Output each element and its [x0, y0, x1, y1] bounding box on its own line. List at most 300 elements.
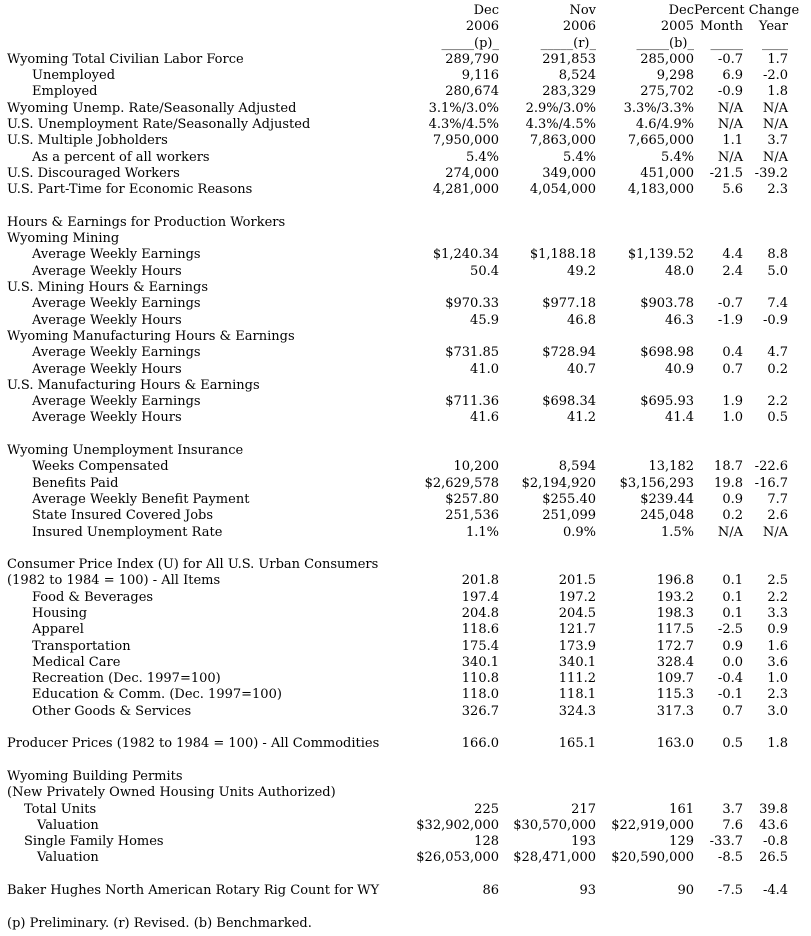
- dec-2006-value: [399, 785, 499, 801]
- dec-2006-value: $711.36: [445, 394, 499, 410]
- table-row: [7, 378, 788, 394]
- spacer-row: [7, 720, 788, 736]
- row-label: Apparel: [32, 622, 84, 638]
- nov-2006-value: 251,099: [542, 508, 596, 524]
- pct-change-month: -7.5: [717, 883, 743, 899]
- nov-2006-value: $1,188.18: [529, 247, 596, 263]
- spacer-cell: [7, 720, 788, 736]
- dec-2006-value: $1,240.34: [432, 247, 499, 263]
- pct-change-month: [694, 916, 743, 932]
- table-row: [7, 508, 788, 524]
- table-row: [7, 573, 788, 589]
- economic-indicators-table: [7, 3, 800, 932]
- dec-2005-value: 161: [669, 801, 694, 817]
- dec-2005-value: 198.3: [656, 605, 694, 621]
- table-row: [7, 362, 788, 378]
- nov-2006-value: 197.2: [558, 589, 596, 605]
- dec-2006-value: 1.1%: [465, 524, 499, 540]
- table-row: [7, 231, 788, 247]
- row-label: Average Weekly Hours: [32, 410, 182, 426]
- dec-2005-value: $22,919,000: [611, 817, 694, 833]
- pct-change-month: 6.9: [722, 68, 743, 84]
- nov-2006-value: $255.40: [542, 491, 596, 507]
- pct-change-year: N/A: [762, 149, 789, 165]
- pct-change-month: [694, 215, 743, 231]
- nov-2006-value: 217: [571, 801, 596, 817]
- row-label: Average Weekly Earnings: [32, 394, 201, 410]
- dec-2006-value: 41.0: [470, 361, 499, 377]
- spacer-cell: [7, 899, 788, 915]
- pct-change-month: 19.8: [714, 475, 743, 491]
- nov-2006-value: 173.9: [558, 638, 596, 654]
- nov-2006-value: 0.9%: [562, 524, 596, 540]
- table-body: [7, 52, 788, 932]
- header-spacer: [7, 3, 399, 19]
- row-label: Producer Prices (1982 to 1984 = 100) - All Commodities: [7, 736, 380, 752]
- dec-2006-value: 110.8: [461, 671, 499, 687]
- table-row: [7, 117, 788, 133]
- row-label: Average Weekly Hours: [32, 263, 182, 279]
- dec-2006-value: 225: [474, 801, 499, 817]
- row-label: Valuation: [37, 850, 99, 866]
- pct-change-year: N/A: [762, 524, 789, 540]
- row-label: Transportation: [32, 638, 131, 654]
- pct-change-month: 0.0: [722, 654, 743, 670]
- pct-change-month: 0.1: [722, 605, 743, 621]
- nov-2006-value: $2,194,920: [521, 475, 596, 491]
- dec-2005-value: $698.98: [640, 345, 694, 361]
- pct-change-month: [694, 329, 743, 345]
- table-row: [7, 345, 788, 361]
- col-header-dec-2006-year: 2006: [465, 19, 499, 35]
- row-label: U.S. Discouraged Workers: [7, 165, 180, 181]
- dec-2006-value: 201.8: [461, 573, 499, 589]
- table-row: [7, 818, 788, 834]
- dec-2005-value: 9,298: [656, 68, 694, 84]
- nov-2006-value: 324.3: [558, 703, 596, 719]
- rule-month: _____: [710, 35, 743, 51]
- col-header-month: Month: [699, 19, 743, 35]
- table-row: [7, 394, 788, 410]
- dec-2005-value: 163.0: [656, 736, 694, 752]
- footnote-row: [7, 916, 788, 932]
- pct-change-month: [694, 769, 743, 785]
- row-label: Single Family Homes: [24, 834, 164, 850]
- dec-2006-value: 197.4: [461, 589, 499, 605]
- pct-change-year: 1.8: [767, 736, 789, 752]
- dec-2005-value: $3,156,293: [619, 475, 694, 491]
- col-header-dec-2005-month: Dec: [668, 3, 694, 18]
- rule-preliminary: _____(p)_: [441, 35, 499, 51]
- nov-2006-value: 165.1: [558, 736, 596, 752]
- row-label: Medical Care: [32, 654, 121, 670]
- table-row: [7, 622, 788, 638]
- table-row: [7, 704, 788, 720]
- row-label: Education & Comm. (Dec. 1997=100): [32, 687, 282, 703]
- row-label: Average Weekly Hours: [32, 312, 182, 328]
- nov-2006-value: [499, 378, 596, 394]
- pct-change-year: [743, 378, 788, 394]
- dec-2006-value: $257.80: [445, 491, 499, 507]
- pct-change-year: [743, 443, 788, 459]
- pct-change-year: 26.5: [759, 850, 789, 866]
- dec-2005-value: [596, 443, 694, 459]
- row-label: (New Privately Owned Housing Units Authorized): [7, 785, 336, 801]
- spacer-cell: [7, 867, 788, 883]
- row-label: Average Weekly Hours: [32, 361, 182, 377]
- pct-change-month: [694, 557, 743, 573]
- pct-change-year: N/A: [762, 117, 789, 133]
- pct-change-month: 1.9: [722, 394, 743, 410]
- table-row: [7, 557, 788, 573]
- table-row: [7, 52, 788, 68]
- dec-2006-value: 175.4: [461, 638, 499, 654]
- row-label: Baker Hughes North American Rotary Rig Count for WY: [7, 883, 380, 899]
- table-row: [7, 769, 788, 785]
- pct-change-year: -0.9: [762, 312, 789, 328]
- dec-2006-value: 7,950,000: [432, 133, 499, 149]
- pct-change-year: 39.8: [759, 801, 789, 817]
- row-label: Insured Unemployment Rate: [32, 524, 223, 540]
- nov-2006-value: 204.5: [558, 605, 596, 621]
- pct-change-month: N/A: [717, 149, 743, 165]
- pct-change-year: 1.0: [767, 671, 789, 687]
- row-label: U.S. Mining Hours & Earnings: [7, 280, 209, 296]
- dec-2006-value: 326.7: [461, 703, 499, 719]
- nov-2006-value: 49.2: [567, 263, 596, 279]
- dec-2005-value: $903.78: [640, 296, 694, 312]
- dec-2005-value: [596, 785, 694, 801]
- nov-2006-value: [499, 769, 596, 785]
- table-row: [7, 215, 788, 231]
- pct-change-month: 5.6: [722, 182, 743, 198]
- dec-2006-value: 166.0: [461, 736, 499, 752]
- header-row-1: [7, 3, 788, 19]
- dec-2006-value: 3.1%/3.0%: [428, 100, 499, 116]
- dec-2005-value: 109.7: [656, 671, 694, 687]
- nov-2006-value: 40.7: [567, 361, 596, 377]
- row-label: Wyoming Unemp. Rate/Seasonally Adjusted: [7, 100, 297, 116]
- pct-change-year: N/A: [762, 100, 789, 116]
- dec-2006-value: 289,790: [445, 51, 499, 67]
- dec-2006-value: [399, 557, 499, 573]
- dec-2005-value: 117.5: [656, 622, 694, 638]
- row-label: Wyoming Total Civilian Labor Force: [7, 51, 244, 67]
- pct-change-year: 7.4: [767, 296, 789, 312]
- dec-2006-value: 204.8: [461, 605, 499, 621]
- dec-2005-value: 275,702: [640, 84, 694, 100]
- table-row: [7, 525, 788, 541]
- pct-change-year: 0.9: [767, 622, 789, 638]
- table-row: [7, 101, 788, 117]
- nov-2006-value: 93: [579, 883, 596, 899]
- dec-2005-value: 46.3: [665, 312, 694, 328]
- pct-change-month: -21.5: [709, 165, 743, 181]
- pct-change-month: -0.7: [717, 51, 743, 67]
- pct-change-year: 2.2: [767, 394, 789, 410]
- spacer-cell: [7, 753, 788, 769]
- row-label: U.S. Manufacturing Hours & Earnings: [7, 377, 260, 393]
- header-spacer: [7, 36, 399, 52]
- table-row: [7, 247, 788, 263]
- nov-2006-value: [499, 329, 596, 345]
- row-label: U.S. Part-Time for Economic Reasons: [7, 182, 253, 198]
- pct-change-year: -2.0: [762, 68, 789, 84]
- nov-2006-value: 5.4%: [562, 149, 596, 165]
- nov-2006-value: $977.18: [542, 296, 596, 312]
- rule-year: ____: [762, 35, 789, 51]
- table-row: [7, 410, 788, 426]
- nov-2006-value: $728.94: [542, 345, 596, 361]
- col-header-dec-2006-month: Dec: [473, 3, 499, 18]
- dec-2005-value: 4,183,000: [627, 182, 694, 198]
- nov-2006-value: [499, 785, 596, 801]
- dec-2005-value: 48.0: [665, 263, 694, 279]
- dec-2006-value: 9,116: [461, 68, 499, 84]
- row-label: Average Weekly Benefit Payment: [32, 491, 250, 507]
- pct-change-year: [743, 557, 788, 573]
- pct-change-year: 2.3: [767, 687, 789, 703]
- spacer-cell: [7, 427, 788, 443]
- dec-2005-value: 285,000: [640, 51, 694, 67]
- dec-2005-value: 129: [669, 834, 694, 850]
- pct-change-month: -1.9: [717, 312, 743, 328]
- dec-2005-value: $20,590,000: [611, 850, 694, 866]
- pct-change-year: -16.7: [754, 475, 789, 491]
- nov-2006-value: [499, 916, 596, 932]
- dec-2006-value: 5.4%: [465, 149, 499, 165]
- pct-change-month: 0.1: [722, 589, 743, 605]
- dec-2005-value: $695.93: [640, 394, 694, 410]
- table-row: [7, 655, 788, 671]
- dec-2005-value: 317.3: [656, 703, 694, 719]
- row-label: (1982 to 1984 = 100) - All Items: [7, 573, 221, 589]
- nov-2006-value: 121.7: [558, 622, 596, 638]
- row-label: Average Weekly Earnings: [32, 296, 201, 312]
- nov-2006-value: 118.1: [558, 687, 596, 703]
- nov-2006-value: 41.2: [567, 410, 596, 426]
- pct-change-month: 2.4: [722, 263, 743, 279]
- pct-change-year: 3.7: [767, 133, 789, 149]
- dec-2005-value: [596, 916, 694, 932]
- pct-change-month: 1.1: [722, 133, 743, 149]
- dec-2006-value: 274,000: [445, 165, 499, 181]
- pct-change-month: 1.0: [722, 410, 743, 426]
- pct-change-month: 0.1: [722, 573, 743, 589]
- row-label: Other Goods & Services: [32, 703, 192, 719]
- table-row: [7, 476, 788, 492]
- table-row: [7, 850, 788, 866]
- dec-2005-value: 41.4: [665, 410, 694, 426]
- table-row: [7, 459, 788, 475]
- spacer-row: [7, 427, 788, 443]
- table-row: [7, 443, 788, 459]
- nov-2006-value: 8,594: [558, 459, 596, 475]
- pct-change-year: -39.2: [754, 165, 789, 181]
- pct-change-month: [694, 280, 743, 296]
- row-label: Hours & Earnings for Production Workers: [7, 214, 286, 230]
- spacer-cell: [7, 541, 788, 557]
- table-row: [7, 68, 788, 84]
- pct-change-year: 1.6: [767, 638, 789, 654]
- dec-2006-value: 50.4: [470, 263, 499, 279]
- dec-2006-value: [399, 215, 499, 231]
- pct-change-year: -0.8: [762, 834, 789, 850]
- col-header-year: Year: [758, 19, 789, 35]
- dec-2005-value: 3.3%/3.3%: [623, 100, 694, 116]
- dec-2006-value: [399, 231, 499, 247]
- dec-2006-value: $970.33: [445, 296, 499, 312]
- nov-2006-value: [499, 443, 596, 459]
- table-row: [7, 280, 788, 296]
- dec-2006-value: [399, 329, 499, 345]
- pct-change-year: -4.4: [762, 883, 789, 899]
- dec-2005-value: 13,182: [648, 459, 694, 475]
- rule-benchmarked: _____(b)_: [636, 35, 694, 51]
- pct-change-year: [743, 916, 788, 932]
- nov-2006-value: $28,471,000: [513, 850, 596, 866]
- table-header: [7, 3, 800, 52]
- spacer-row: [7, 753, 788, 769]
- pct-change-month: 18.7: [714, 459, 743, 475]
- dec-2006-value: 86: [482, 883, 499, 899]
- nov-2006-value: 340.1: [558, 654, 596, 670]
- col-header-nov-2006-month: Nov: [569, 3, 596, 18]
- dec-2005-value: 7,665,000: [627, 133, 694, 149]
- dec-2006-value: 45.9: [470, 312, 499, 328]
- row-label: Wyoming Unemployment Insurance: [7, 443, 244, 459]
- row-label: Valuation: [37, 817, 99, 833]
- table-row: [7, 671, 788, 687]
- dec-2006-value: 41.6: [470, 410, 499, 426]
- pct-change-year: [743, 231, 788, 247]
- dec-2006-value: [399, 916, 499, 932]
- col-header-percent-change: Percent Change: [694, 3, 800, 18]
- pct-change-month: -0.1: [717, 687, 743, 703]
- nov-2006-value: $30,570,000: [513, 817, 596, 833]
- dec-2006-value: 4.3%/4.5%: [428, 117, 499, 133]
- dec-2006-value: 4,281,000: [432, 182, 499, 198]
- dec-2006-value: [399, 280, 499, 296]
- row-label: Housing: [32, 605, 88, 621]
- pct-change-year: 5.0: [767, 263, 789, 279]
- dec-2006-value: 118.6: [461, 622, 499, 638]
- pct-change-year: 1.7: [767, 51, 789, 67]
- table-row: [7, 182, 788, 198]
- header-row-2: [7, 19, 788, 35]
- row-label: Recreation (Dec. 1997=100): [32, 671, 221, 687]
- pct-change-month: N/A: [717, 100, 743, 116]
- table-row: [7, 150, 788, 166]
- header-rule-row: [7, 36, 788, 52]
- pct-change-year: [743, 215, 788, 231]
- row-label: Wyoming Building Permits: [7, 768, 183, 784]
- dec-2005-value: [596, 769, 694, 785]
- dec-2005-value: 5.4%: [660, 149, 694, 165]
- dec-2005-value: 193.2: [656, 589, 694, 605]
- pct-change-year: [743, 769, 788, 785]
- pct-change-month: -33.7: [709, 834, 743, 850]
- table-row: [7, 313, 788, 329]
- pct-change-year: 0.2: [767, 361, 789, 377]
- pct-change-year: 3.3: [767, 605, 789, 621]
- table-row: [7, 785, 788, 801]
- nov-2006-value: 2.9%/3.0%: [525, 100, 596, 116]
- table-row: [7, 639, 788, 655]
- dec-2006-value: [399, 443, 499, 459]
- pct-change-year: 2.5: [767, 573, 789, 589]
- dec-2005-value: [596, 378, 694, 394]
- dec-2005-value: 4.6/4.9%: [635, 117, 694, 133]
- row-label: Benefits Paid: [32, 475, 119, 491]
- pct-change-month: N/A: [717, 117, 743, 133]
- dec-2006-value: $2,629,578: [424, 475, 499, 491]
- pct-change-month: 0.7: [722, 703, 743, 719]
- pct-change-year: 2.2: [767, 589, 789, 605]
- dec-2006-value: 118.0: [461, 687, 499, 703]
- pct-change-month: -0.7: [717, 296, 743, 312]
- nov-2006-value: 4,054,000: [529, 182, 596, 198]
- dec-2006-value: 280,674: [445, 84, 499, 100]
- table-row: [7, 133, 788, 149]
- pct-change-month: -8.5: [717, 850, 743, 866]
- pct-change-year: 3.6: [767, 654, 789, 670]
- row-label: (p) Preliminary. (r) Revised. (b) Benchmarked.: [7, 915, 312, 931]
- pct-change-month: [694, 231, 743, 247]
- dec-2006-value: 251,536: [445, 508, 499, 524]
- dec-2005-value: [596, 280, 694, 296]
- dec-2006-value: $32,902,000: [416, 817, 499, 833]
- pct-change-month: 3.7: [722, 801, 743, 817]
- pct-change-year: -22.6: [754, 459, 789, 475]
- row-label: As a percent of all workers: [32, 149, 210, 165]
- dec-2005-value: 172.7: [656, 638, 694, 654]
- pct-change-month: 0.9: [722, 491, 743, 507]
- col-header-nov-2006-year: 2006: [562, 19, 596, 35]
- col-header-dec-2005-year: 2005: [660, 19, 694, 35]
- spacer-row: [7, 199, 788, 215]
- dec-2005-value: 1.5%: [660, 524, 694, 540]
- row-label: Wyoming Mining: [7, 231, 120, 247]
- pct-change-year: 1.8: [767, 84, 789, 100]
- dec-2006-value: $731.85: [445, 345, 499, 361]
- pct-change-month: -0.9: [717, 84, 743, 100]
- pct-change-year: 4.7: [767, 345, 789, 361]
- table-row: [7, 736, 788, 752]
- dec-2006-value: 10,200: [453, 459, 499, 475]
- nov-2006-value: 7,863,000: [529, 133, 596, 149]
- pct-change-month: [694, 443, 743, 459]
- spacer-row: [7, 867, 788, 883]
- table-row: [7, 802, 788, 818]
- pct-change-year: 2.6: [767, 508, 789, 524]
- table-row: [7, 590, 788, 606]
- pct-change-year: [743, 785, 788, 801]
- dec-2005-value: 115.3: [656, 687, 694, 703]
- dec-2005-value: 328.4: [656, 654, 694, 670]
- spacer-row: [7, 899, 788, 915]
- row-label: Employed: [32, 84, 98, 100]
- dec-2005-value: 245,048: [640, 508, 694, 524]
- dec-2005-value: [596, 215, 694, 231]
- nov-2006-value: [499, 280, 596, 296]
- pct-change-year: [743, 329, 788, 345]
- dec-2006-value: [399, 769, 499, 785]
- table-row: [7, 687, 788, 703]
- dec-2005-value: $1,139.52: [627, 247, 694, 263]
- dec-2005-value: [596, 329, 694, 345]
- pct-change-month: [694, 378, 743, 394]
